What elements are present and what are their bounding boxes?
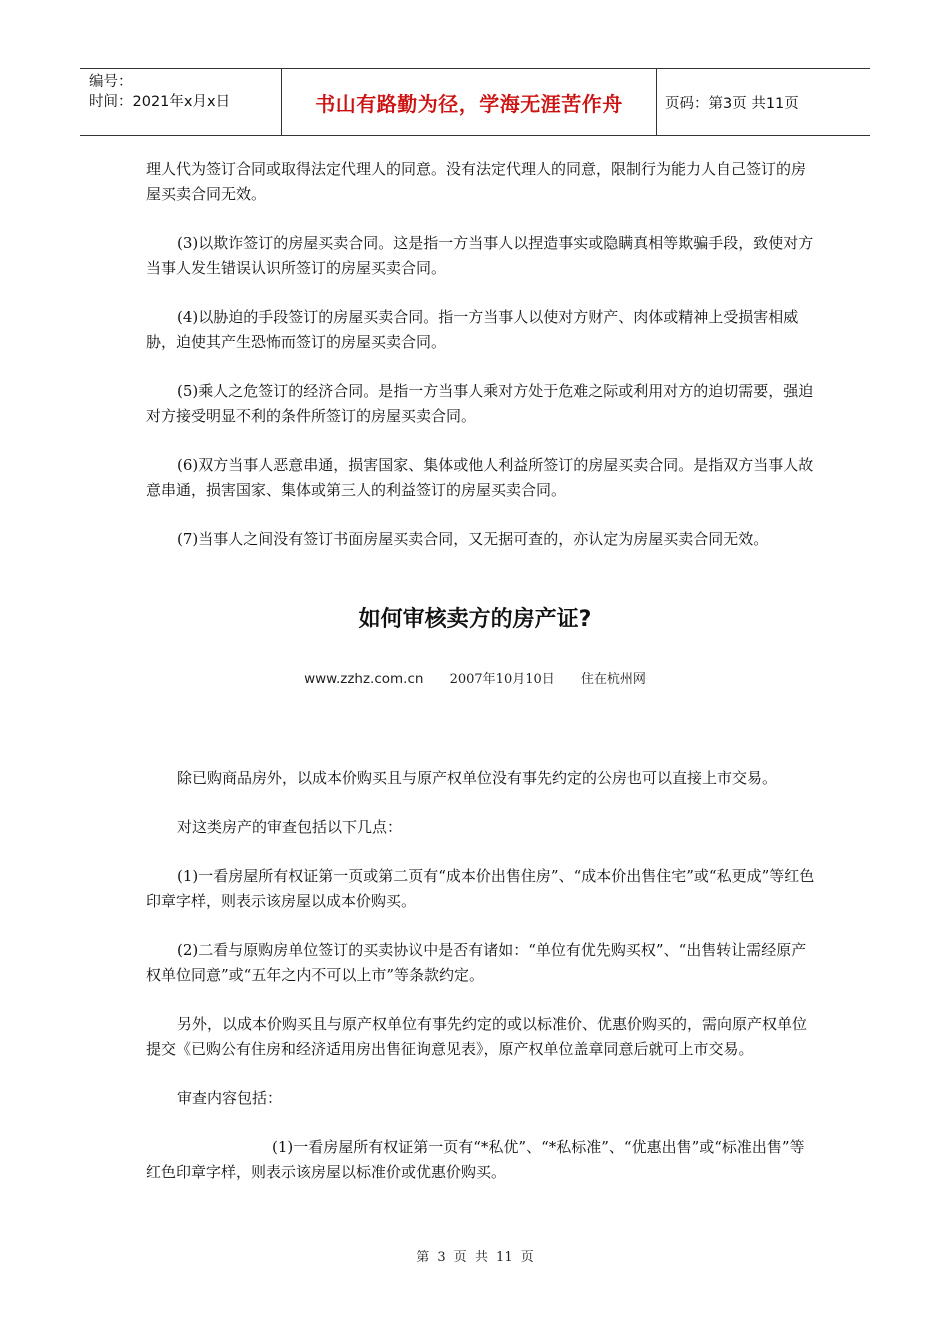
header-motto: 书山有路勤为径，学海无涯苦作舟 (281, 69, 657, 135)
paragraph: (4)以胁迫的手段签订的房屋买卖合同。指一方当事人以使对方财产、肉体或精神上受损害相威胁，迫使其产生恐怖而签订的房屋买卖合同。 (146, 308, 799, 351)
page-header (80, 68, 870, 136)
header-info (80, 69, 281, 135)
paragraph: (1)一看房屋所有权证第一页有“*私优”、“*私标准”、“优惠出售”或“标准出售”等红色印章字样，则表示该房屋以标准价或优惠价购买。 (146, 1138, 805, 1181)
header-page-label: 页码：第3页 共11页 (665, 95, 799, 112)
paragraph: 对这类房产的审查包括以下几点： (177, 818, 403, 836)
number-label: 编号： (89, 74, 133, 90)
paragraph: (2)二看与原购房单位签订的买卖协议中是否有诸如：“单位有优先购买权”、“出售转让需经原产权单位同意”或“五年之内不可以上市”等条款约定。 (146, 941, 807, 984)
paragraph: (1)一看房屋所有权证第一页或第二页有“成本价出售住房”、“成本价出售住宅”或“私更成”等红色印章字样，则表示该房屋以成本价购买。 (146, 867, 815, 910)
time-label: 时间：2021年x月x日 (89, 94, 231, 110)
page-footer: 第 3 页 共 11 页 (416, 1250, 534, 1265)
article-body (146, 766, 818, 1185)
article-meta (0, 668, 950, 687)
paragraph: (5)乘人之危签订的经济合同。是指一方当事人乘对方处于危难之际或利用对方的迫切需要，强迫对方接受明显不利的条件所签订的房屋买卖合同。 (146, 382, 814, 425)
paragraph: 除已购商品房外，以成本价购买且与原产权单位没有事先约定的公房也可以直接上市交易。 (177, 769, 778, 787)
article-date: 2007年10月10日 (449, 672, 555, 687)
paragraph: (3)以欺诈签订的房屋买卖合同。这是指一方当事人以捏造事实或隐瞒真相等欺骗手段，致使对方当事人发生错误认识所签订的房屋买卖合同。 (146, 234, 814, 277)
paragraph: 审查内容包括： (177, 1089, 283, 1107)
paragraph: 另外，以成本价购买且与原产权单位有事先约定的或以标准价、优惠价购买的，需向原产权单位提交《已购公有住房和经济适用房出售征询意见表》，原产权单位盖章同意后就可上市交易。 (146, 1015, 808, 1058)
paragraph: (6)双方当事人恶意串通，损害国家、集体或他人利益所签订的房屋买卖合同。是指双方当事人故意串通，损害国家、集体或第三人的利益签订的房屋买卖合同。 (146, 456, 814, 499)
article-source: 住在杭州网 (580, 672, 646, 687)
article-title: 如何审核卖方的房产证? (358, 607, 592, 632)
section-contract-invalid (146, 157, 818, 552)
paragraph: (7)当事人之间没有签订书面房屋买卖合同，又无据可查的，亦认定为房屋买卖合同无效。 (177, 530, 769, 548)
paragraph: 理人代为签订合同或取得法定代理人的同意。没有法定代理人的同意，限制行为能力人自己签订的房屋买卖合同无效。 (146, 160, 807, 203)
article-url: www.zzhz.com.cn (304, 671, 424, 687)
